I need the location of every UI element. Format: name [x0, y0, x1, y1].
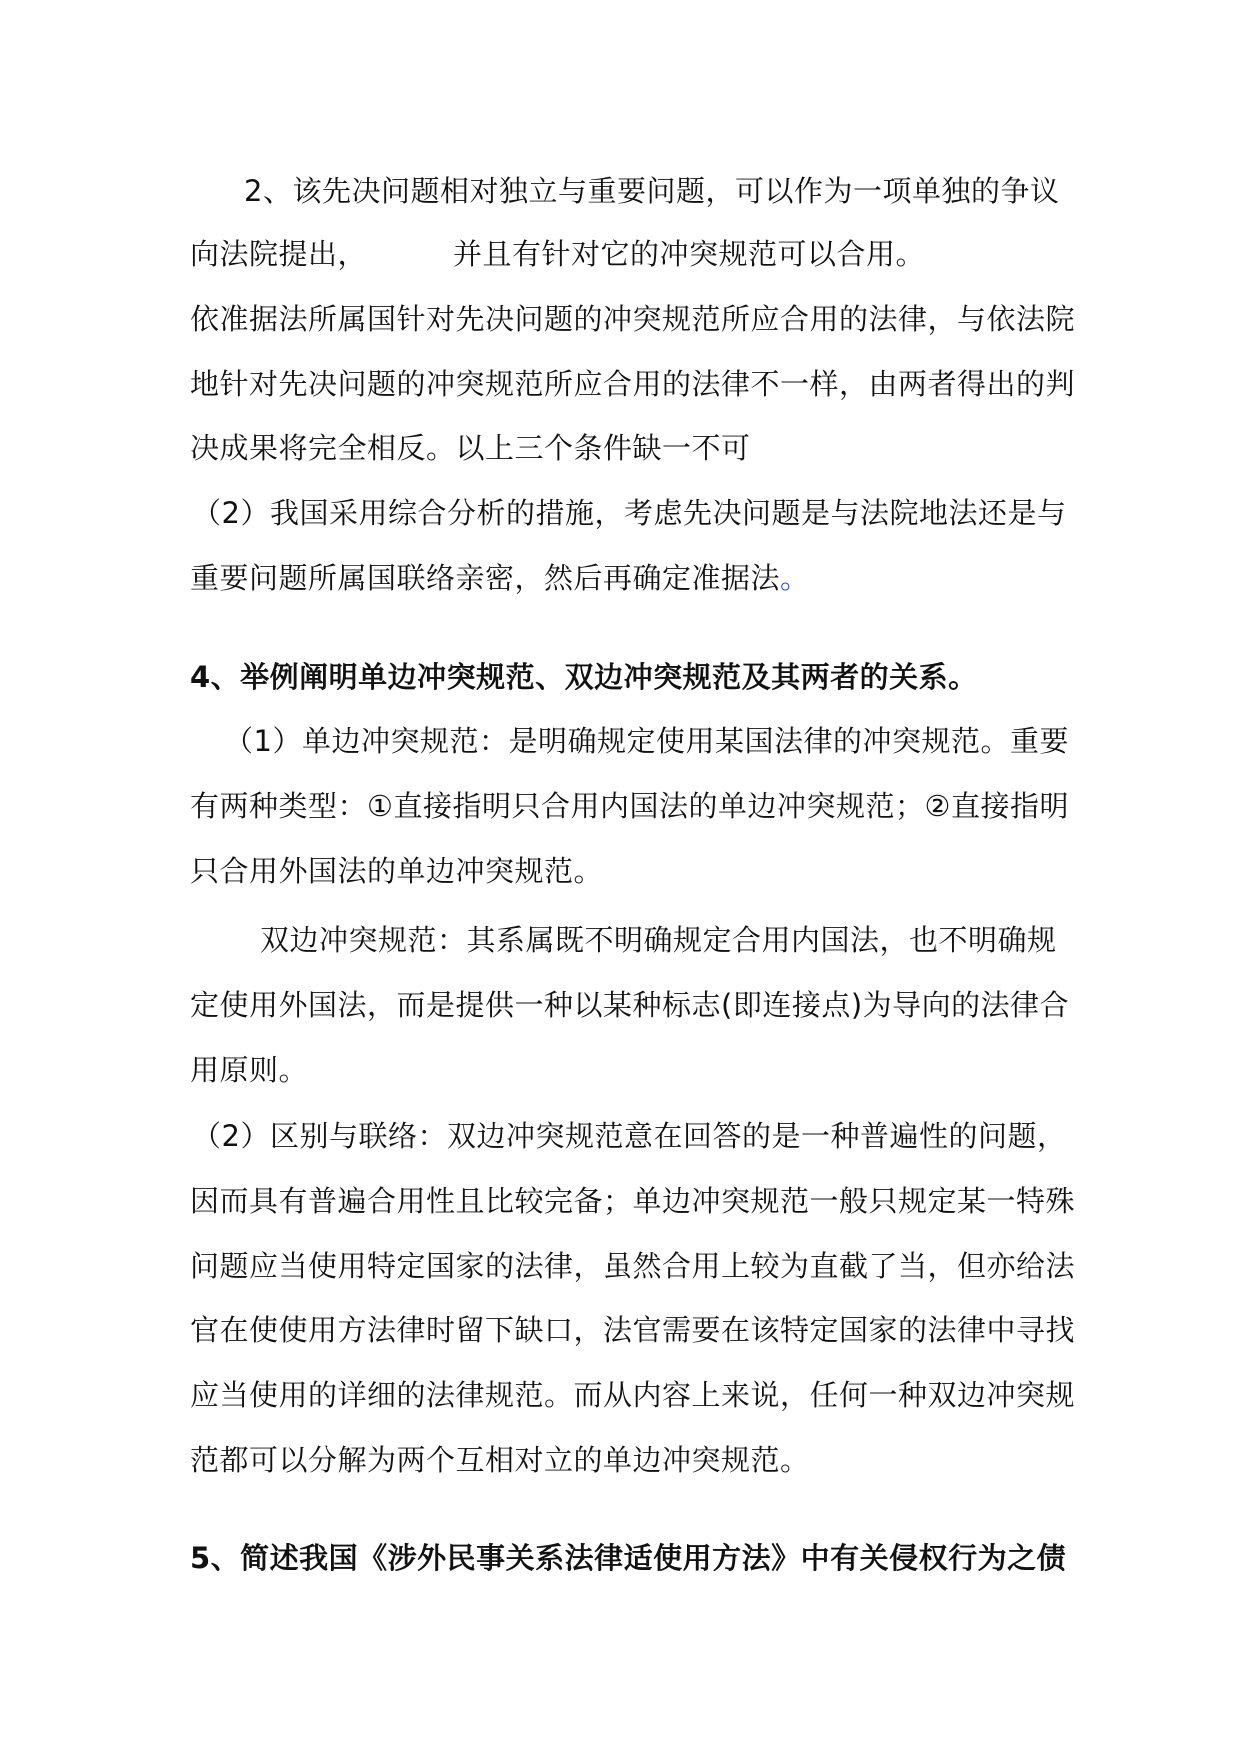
paragraph-text: 重要问题所属国联络亲密，然后再确定准据法	[190, 561, 781, 595]
paragraph-line: 范都可以分解为两个互相对立的单边冲突规范。	[190, 1443, 810, 1477]
paragraph-line: （2）我国采用综合分析的措施，考虑先决问题是与法院地法还是与	[192, 496, 1067, 530]
paragraph-line: 决成果将完全相反。以上三个条件缺一不可	[190, 431, 751, 465]
paragraph-line: 依准据法所属国针对先决问题的冲突规范所应合用的法律，与依法院	[190, 302, 1076, 336]
paragraph-line: 只合用外国法的单边冲突规范。	[190, 854, 604, 888]
paragraph-line	[190, 234, 1060, 274]
paragraph-text: 向法院提出，	[190, 237, 368, 271]
paragraph-line: 双边冲突规范：其系属既不明确规定合用内国法，也不明确规	[260, 923, 1057, 957]
paragraph-line: （1）单边冲突规范：是明确规定使用某国法律的冲突规范。重要	[224, 724, 1069, 758]
paragraph-line: 定使用外国法，而是提供一种以某种标志(即连接点)为导向的法律合	[190, 988, 1070, 1022]
paragraph-text: 并且有针对它的冲突规范可以合用。	[453, 237, 926, 271]
paragraph-line: 用原则。	[190, 1053, 309, 1087]
paragraph-line: 有两种类型：①直接指明只合用内国法的单边冲突规范；②直接指明	[190, 789, 1069, 823]
paragraph-line: 因而具有普遍合用性且比较完备；单边冲突规范一般只规定某一特殊	[190, 1184, 1076, 1218]
paragraph-line: 2、该先决问题相对独立与重要问题，可以作为一项单独的争议	[244, 174, 1060, 208]
paragraph-text: 。	[780, 561, 810, 595]
section-heading: 4、举例阐明单边冲突规范、双边冲突规范及其两者的关系。	[190, 660, 978, 694]
paragraph-line: 官在使使用方法律时留下缺口，法官需要在该特定国家的法律中寻找	[190, 1313, 1076, 1347]
paragraph-line: （2）区别与联络：双边冲突规范意在回答的是一种普遍性的问题，	[192, 1119, 1067, 1153]
paragraph-line: 地针对先决问题的冲突规范所应合用的法律不一样，由两者得出的判	[190, 367, 1076, 401]
paragraph-line	[190, 558, 1060, 598]
paragraph-line: 应当使用的详细的法律规范。而从内容上来说，任何一种双边冲突规	[190, 1378, 1076, 1412]
paragraph-line: 问题应当使用特定国家的法律，虽然合用上较为直截了当，但亦给法	[190, 1249, 1076, 1283]
section-heading: 5、简述我国《涉外民事关系法律适使用方法》中有关侵权行为之债	[190, 1541, 1067, 1575]
